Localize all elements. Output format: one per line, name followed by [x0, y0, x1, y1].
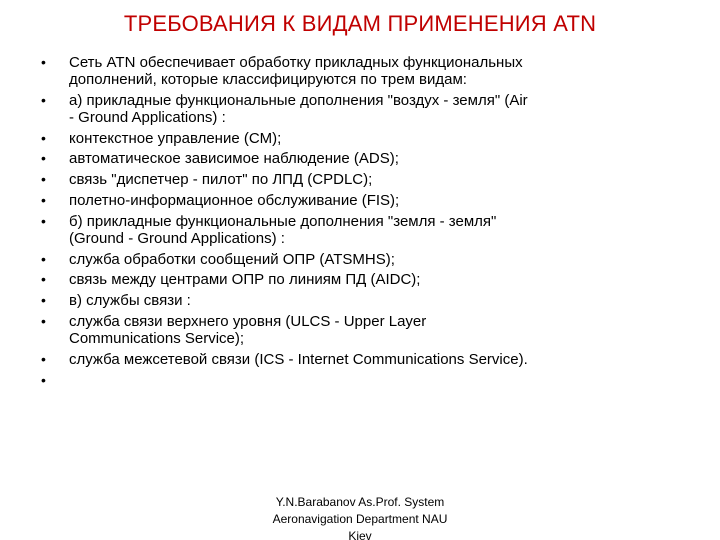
- bullet-dot-icon: •: [41, 171, 46, 188]
- bullet-text-line: служба обработки сообщений ОПР (ATSMHS);: [69, 250, 395, 268]
- bullet-dot-icon: •: [41, 312, 46, 329]
- bullet-dot-icon: •: [41, 371, 46, 388]
- bullet-item: [41, 313, 681, 347]
- bullet-text-line: Communications Service);: [69, 329, 245, 347]
- bullet-dot-icon: •: [41, 292, 46, 309]
- bullet-dot-icon: •: [41, 212, 46, 229]
- bullet-item: [41, 130, 681, 147]
- bullet-text-line: служба связи верхнего уровня (ULCS - Upper Layer: [69, 312, 427, 330]
- bullet-text-line: дополнений, которые классифицируются по трем видам:: [69, 71, 467, 88]
- bullet-dot-icon: •: [41, 191, 46, 208]
- bullet-text-line: связь "диспетчер - пилот" по ЛПД (CPDLC);: [69, 171, 373, 189]
- bullet-item: [41, 271, 681, 288]
- footer-line: Aeronavigation Department NAU: [272, 512, 448, 526]
- bullet-text-line: - Ground Applications) :: [69, 108, 226, 126]
- footer: [240, 494, 480, 540]
- bullet-dot-icon: •: [41, 150, 46, 167]
- bullet-text-line: в) службы связи :: [69, 292, 191, 310]
- bullet-text-line: б) прикладные функциональные дополнения "земля - земля": [69, 212, 497, 230]
- bullet-dot-icon: •: [41, 129, 46, 146]
- bullet-item: [41, 171, 681, 188]
- footer-line: Y.N.Barabanov As.Prof. System: [275, 495, 445, 509]
- bullet-text-line: служба межсетевой связи (ICS - Internet Communications Service).: [69, 350, 528, 368]
- bullet-dot-icon: •: [41, 250, 46, 267]
- bullet-text-line: автоматическое зависимое наблюдение (ADS);: [69, 150, 399, 168]
- slide-title: ТРЕБОВАНИЯ К ВИДАМ ПРИМЕНЕНИЯ ATN: [123, 11, 597, 36]
- bullet-dot-icon: •: [41, 54, 46, 70]
- bullet-dot-icon: •: [41, 350, 46, 367]
- bullet-item: [41, 213, 681, 247]
- bullet-item: [41, 92, 681, 126]
- footer-line: Kiev: [348, 529, 372, 540]
- bullet-item: [41, 192, 681, 209]
- bullet-text-line: контекстное управление (CM);: [69, 129, 282, 147]
- bullet-item: [41, 292, 681, 309]
- bullet-dot-icon: •: [41, 271, 46, 288]
- bullet-list: [41, 54, 681, 388]
- bullet-text-line: полетно-информационное обслуживание (FIS);: [69, 191, 400, 209]
- bullet-item: [41, 54, 681, 88]
- bullet-text-line: Сеть ATN обеспечивает обработку прикладных функциональных: [69, 54, 523, 71]
- bullet-text-line: (Ground - Ground Applications) :: [69, 229, 285, 247]
- bullet-text-line: связь между центрами ОПР по линиям ПД (AIDC);: [69, 271, 421, 289]
- bullet-item: [41, 251, 681, 268]
- bullet-item: [41, 351, 681, 368]
- bullet-item: [41, 150, 681, 167]
- bullet-dot-icon: •: [41, 91, 46, 108]
- bullet-text-line: а) прикладные функциональные дополнения "воздух - земля" (Air: [69, 91, 528, 109]
